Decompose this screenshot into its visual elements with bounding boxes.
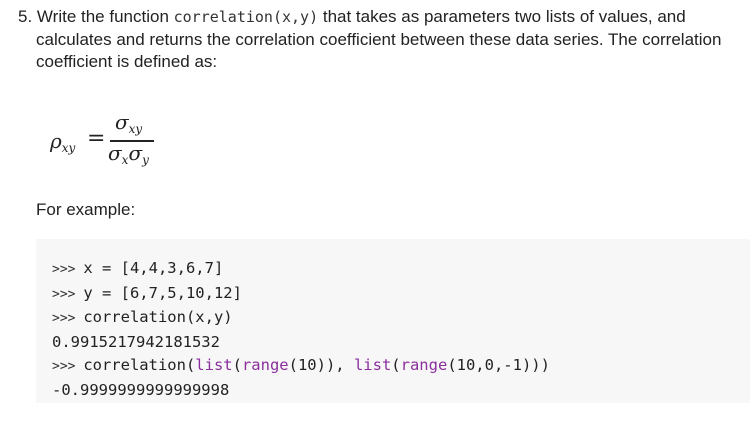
builtin-keyword: range [241,355,289,374]
sigma-y-symbol: σ [128,141,143,165]
formula-lhs [50,129,75,155]
code-line-4-output: 0.9915217942181532 [52,333,220,352]
sigma-x-subscript: x [121,153,129,167]
correlation-formula [50,110,170,180]
code-example [52,257,550,401]
code-line-6-output: -0.9999999999999998 [52,380,230,399]
prompt: >>> [52,286,84,302]
code-text: correlation( [83,355,196,374]
code-line-2 [52,282,550,307]
prompt: >>> [52,358,84,374]
builtin-keyword: list [195,355,233,374]
sigma-x-symbol: σ [108,141,122,165]
code-text: correlation(x,y) [83,308,233,327]
prompt: >>> [52,262,84,277]
problem-statement [18,6,748,74]
code-text: y = [6,7,5,10,12] [83,283,242,302]
code-text: ( [232,355,242,374]
code-line-3 [52,306,550,331]
problem-text-part2: that takes as parameters two lists of values, and calculates and returns the correlation coefficient between these data series. The correlation coefficient is defined as: [36,7,722,71]
problem-text-part1: Write the function [36,7,174,26]
builtin-keyword: list [353,355,392,374]
sigma-xy-symbol: σ [115,110,129,134]
sigma-xy-subscript: xy [128,122,143,136]
problem-paragraph [18,6,748,74]
code-text: (10)), [288,355,354,374]
formula-denominator [108,141,149,167]
sigma-y-subscript: y [142,153,149,167]
code-text: ( [391,355,401,374]
builtin-keyword: range [400,355,448,374]
code-line-1 [52,257,550,282]
example-label: For example: [36,200,136,219]
formula-equals: = [87,126,106,151]
prompt: >>> [52,311,84,327]
code-line-5 [52,354,550,379]
rho-symbol: ρ [50,129,62,153]
formula-numerator [115,110,142,136]
code-text: x = [4,4,3,6,7] [83,259,224,277]
function-signature: correlation(x,y) [173,8,319,26]
code-text: (10,0,-1))) [447,355,550,374]
rho-subscript: xy [61,141,76,155]
code-example-block [36,239,750,403]
problem-number: 5. [18,7,33,26]
